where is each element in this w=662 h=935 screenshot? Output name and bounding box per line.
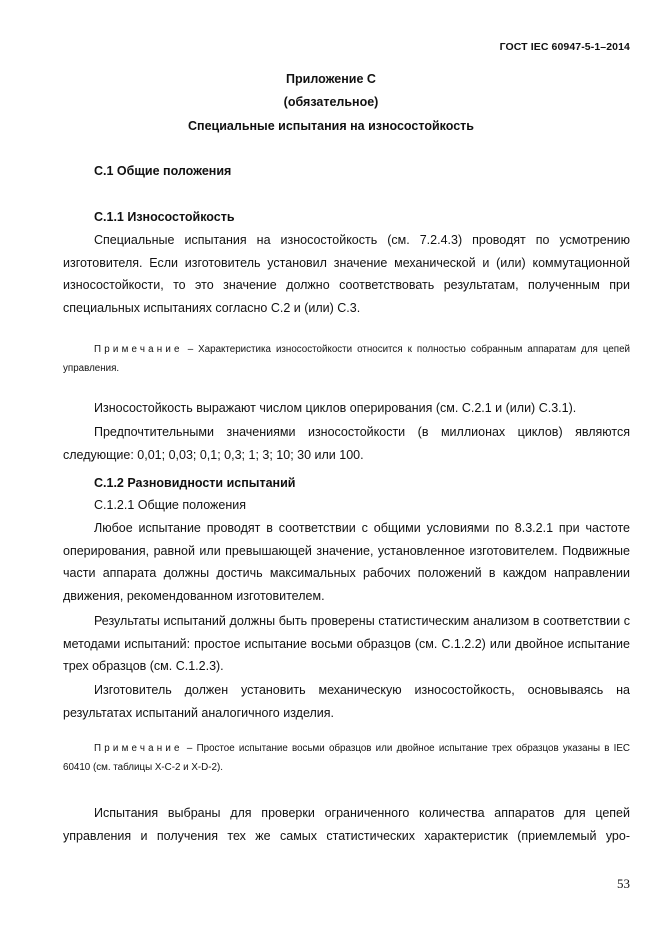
- note-1-prefix: Примечание: [94, 344, 183, 355]
- section-heading-c121: С.1.2.1 Общие положения: [94, 498, 247, 512]
- paragraph-endurance-cycles: Износостойкость выражают числом циклов оперирования (см. С.2.1 и (или) С.3.1).: [94, 401, 577, 415]
- note-1-text: – Характеристика износостойкости относится к полностью собранным аппаратам для цепей управления.: [63, 344, 630, 374]
- page-number: 53: [617, 876, 630, 891]
- paragraph-manufacturer-endurance: Изготовитель должен установить механическую износостойкость, основываясь на результатах испытаний аналогичного изделия.: [63, 683, 630, 720]
- appendix-subject: Специальные испытания на износостойкость: [188, 119, 474, 133]
- paragraph-preferred-values: Предпочтительными значениями износостойкости (в миллионах циклов) являются следующие: 0,01; 0,03; 0,1; 0,3; 1; 3; 10; 30 или 100.: [63, 425, 630, 462]
- section-heading-c12: С.1.2 Разновидности испытаний: [94, 476, 296, 490]
- section-heading-c11: С.1.1 Износостойкость: [94, 210, 235, 224]
- note-2: [63, 740, 630, 777]
- note-1: [63, 341, 630, 378]
- paragraph-test-selection: Испытания выбраны для проверки ограниченного количества аппаратов для цепей управления и получения тех же самых статистических характеристик (приемлемый уро-: [63, 806, 630, 843]
- paragraph-test-conditions: Любое испытание проводят в соответствии с общими условиями по 8.3.2.1 при частоте оперирования, равной или превышающей значение, установленное изготовителем. Подвижные части аппарата должны достичь максимальных рабочих положений в каждом направлении движения, рекомендованном изготовителем.: [63, 521, 630, 603]
- note-2-prefix: Примечание: [94, 743, 183, 754]
- paragraph-statistical-analysis: Результаты испытаний должны быть проверены статистическим анализом в соответствии с методами испытаний: простое испытание восьми образцов (см. С.1.2.2) или двойное испытание трех образцов (см. С.1.2.3).: [63, 614, 630, 673]
- paragraph-endurance-intro: Специальные испытания на износостойкость (см. 7.2.4.3) проводят по усмотрению изготовителя. Если изготовитель установил значение механической и (или) коммутационной износостойкости, то это значение должно соответствовать результатам, полученным при специальных испытаниях согласно С.2 и (или) С.3.: [63, 233, 630, 315]
- appendix-title: Приложение С: [286, 72, 376, 86]
- document-code-header: ГОСТ IEC 60947-5-1–2014: [499, 41, 630, 53]
- note-2-text: – Простое испытание восьми образцов или двойное испытание трех образцов указаны в IEC 60410 (см. таблицы X-C-2 и X-D-2).: [63, 743, 630, 773]
- section-heading-c1: С.1 Общие положения: [94, 164, 232, 178]
- appendix-status: (обязательное): [283, 95, 379, 109]
